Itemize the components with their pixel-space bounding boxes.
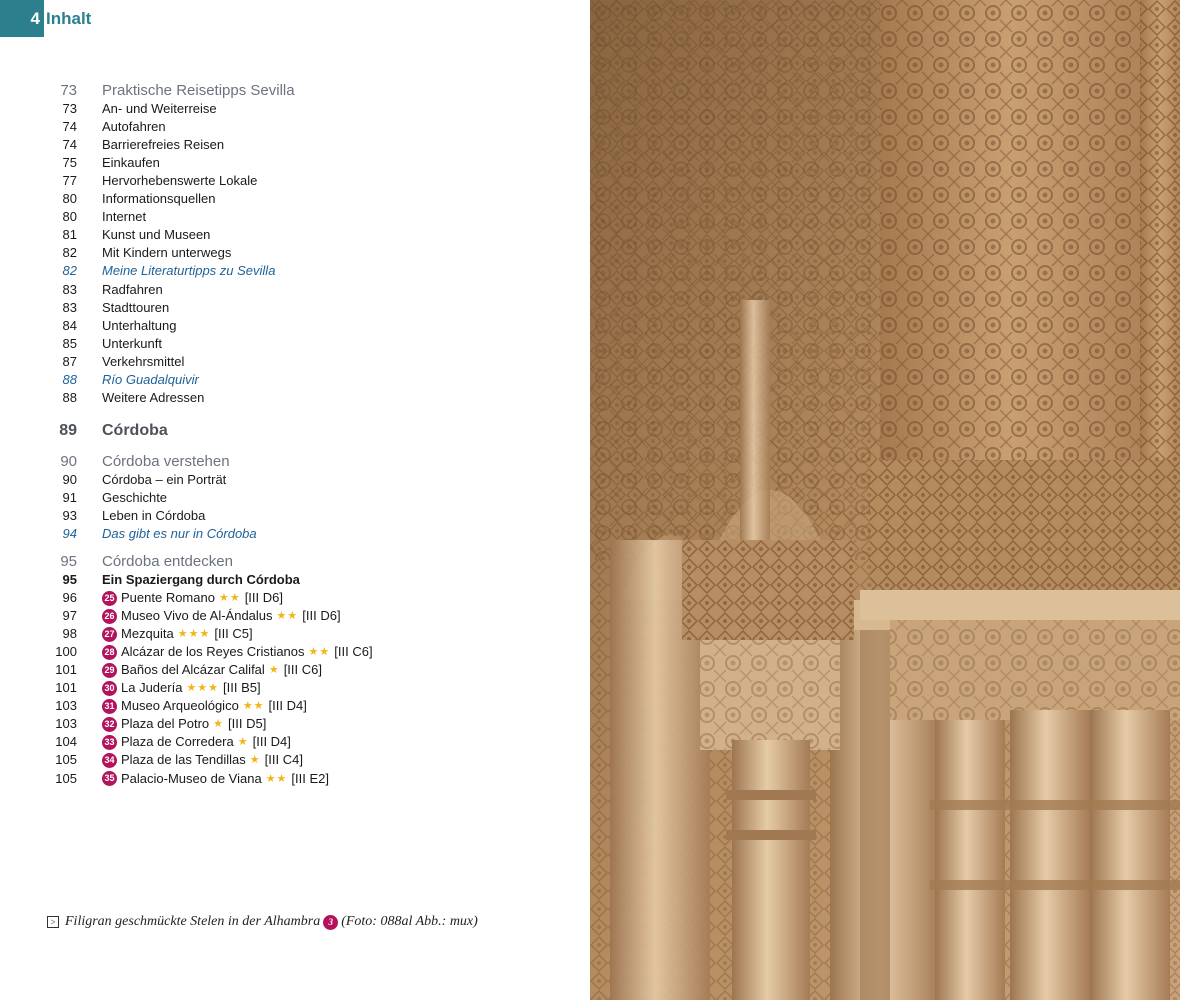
- toc-page-number: 100: [55, 644, 77, 660]
- toc-entry[interactable]: [0, 419, 560, 443]
- sight-number-badge: 29: [102, 663, 117, 678]
- toc-page-number: 77: [62, 173, 77, 189]
- toc-page-number: 83: [62, 281, 77, 297]
- rating-star-icon: ★: [249, 754, 261, 767]
- toc-label: [102, 589, 283, 607]
- toc-entry[interactable]: [0, 525, 560, 543]
- toc-page-number: 87: [62, 353, 77, 369]
- toc-entry[interactable]: [0, 751, 560, 769]
- toc-title: Ein Spaziergang durch Córdoba: [102, 571, 300, 587]
- sight-number-badge: 30: [102, 681, 117, 696]
- toc-title: Unterkunft: [102, 335, 162, 351]
- toc-label: [102, 172, 257, 190]
- toc-title: Geschichte: [102, 489, 168, 505]
- toc-label: [102, 419, 168, 443]
- toc-title: Córdoba: [102, 421, 168, 439]
- toc-page-number: 101: [55, 680, 77, 696]
- toc-page-number: 95: [60, 552, 77, 570]
- toc-page-number: 83: [62, 299, 77, 315]
- toc-page-number: 82: [62, 263, 77, 279]
- rating-star-icon: ★★: [265, 772, 288, 785]
- toc-title: Plaza de las Tendillas: [121, 752, 246, 768]
- toc-label: [102, 679, 261, 697]
- map-reference: [III D4]: [252, 734, 291, 750]
- toc-label: [102, 353, 184, 371]
- toc-entry[interactable]: [0, 335, 560, 353]
- toc-title: Leben in Córdoba: [102, 507, 206, 523]
- toc-entry[interactable]: [0, 661, 560, 679]
- toc-page-number: 73: [60, 82, 77, 99]
- toc-entry[interactable]: [0, 589, 560, 607]
- arrow-right-icon: >: [47, 916, 59, 928]
- toc-entry[interactable]: [0, 299, 560, 317]
- toc-title: Córdoba entdecken: [102, 552, 233, 570]
- toc-label: [102, 389, 204, 407]
- toc-title: Kunst und Museen: [102, 227, 211, 243]
- caption-text: Filigran geschmückte Stelen in der Alhambra: [65, 914, 321, 929]
- toc-page-number: 93: [62, 507, 77, 523]
- toc-label: [102, 244, 231, 262]
- toc-page-number: 98: [62, 626, 77, 642]
- toc-entry[interactable]: [0, 208, 560, 226]
- toc-page-number: 97: [62, 608, 77, 624]
- toc-label: [102, 551, 233, 573]
- toc-page-number: 103: [55, 716, 77, 732]
- toc-title: Radfahren: [102, 281, 163, 297]
- toc-page-number: 85: [62, 335, 77, 351]
- rating-star-icon: ★: [213, 718, 225, 731]
- toc-title: Plaza de Corredera: [121, 734, 234, 750]
- toc-entry[interactable]: [0, 244, 560, 262]
- rating-star-icon: ★★★: [186, 682, 220, 695]
- toc-page-number: 96: [62, 590, 77, 605]
- rating-star-icon: ★★★: [177, 628, 211, 641]
- toc-page-number: 90: [62, 471, 77, 487]
- map-reference: [III C6]: [334, 644, 373, 660]
- toc-page-number: 80: [62, 191, 77, 207]
- toc-title: Praktische Reisetipps Sevilla: [102, 82, 295, 99]
- toc-label: [102, 136, 224, 154]
- toc-title: Internet: [102, 209, 147, 225]
- toc-title: Plaza del Potro: [121, 716, 210, 732]
- toc-label: [102, 507, 205, 525]
- toc-page-number: 91: [62, 489, 77, 505]
- toc-title: Verkehrsmittel: [102, 353, 185, 369]
- toc-entry[interactable]: [0, 353, 560, 371]
- page-header: [0, 0, 91, 37]
- sight-number-badge: 31: [102, 699, 117, 714]
- toc-title: Meine Literaturtipps zu Sevilla: [102, 263, 276, 279]
- toc-page-number: 104: [55, 734, 77, 750]
- toc-title: Córdoba verstehen: [102, 452, 230, 470]
- caption-credit: (Foto: 088al Abb.: mux): [341, 914, 478, 929]
- rating-star-icon: ★: [237, 736, 249, 749]
- toc-label: [102, 317, 176, 335]
- toc-entry[interactable]: [0, 100, 560, 118]
- toc-title: Río Guadalquivir: [102, 371, 199, 387]
- toc-entry[interactable]: [0, 389, 560, 407]
- alhambra-columns-illustration: [590, 0, 1180, 1000]
- toc-title: Hervorhebenswerte Lokale: [102, 173, 258, 189]
- toc-entry[interactable]: [0, 118, 560, 136]
- toc-label: [102, 299, 169, 317]
- toc-title: Unterhaltung: [102, 317, 177, 333]
- map-reference: [III D6]: [244, 590, 283, 605]
- toc-title: Informationsquellen: [102, 191, 216, 207]
- toc-page-number: 73: [62, 101, 77, 116]
- toc-entry[interactable]: [0, 643, 560, 661]
- sight-number-badge: 35: [102, 771, 117, 786]
- toc-title: Weitere Adressen: [102, 389, 205, 405]
- page-number: 4: [0, 0, 44, 37]
- rating-star-icon: ★: [268, 664, 280, 677]
- alhambra-photo: [590, 0, 1180, 1000]
- map-reference: [III D4]: [268, 698, 307, 714]
- toc-entry[interactable]: [0, 190, 560, 208]
- toc-label: [102, 118, 166, 136]
- toc-entry[interactable]: [0, 172, 560, 190]
- caption-badge: 3: [323, 915, 338, 930]
- page-title: Inhalt: [46, 8, 92, 28]
- toc-page-number: 105: [55, 770, 77, 786]
- toc-title: Alcázar de los Reyes Cristianos: [121, 644, 305, 660]
- toc-label: [102, 643, 373, 661]
- map-reference: [III C4]: [264, 752, 303, 768]
- toc-label: [102, 100, 217, 118]
- toc-label: [102, 451, 230, 473]
- sight-number-badge: 34: [102, 753, 117, 768]
- toc-title: La Judería: [121, 680, 183, 696]
- toc-title: Mezquita: [121, 626, 174, 642]
- toc-page-number: 82: [62, 245, 77, 261]
- toc-title: An- und Weiterreise: [102, 101, 217, 116]
- toc-title: Córdoba – ein Porträt: [102, 471, 227, 487]
- map-reference: [III E2]: [291, 770, 329, 786]
- map-reference: [III C6]: [283, 662, 322, 678]
- toc-label: [102, 525, 257, 543]
- toc-label: [102, 208, 146, 226]
- toc-label: [102, 751, 303, 769]
- rating-star-icon: ★★: [218, 592, 241, 604]
- toc-label: [102, 770, 329, 788]
- toc-entry[interactable]: [0, 226, 560, 244]
- toc-title: Einkaufen: [102, 155, 160, 171]
- toc-page-number: 89: [59, 421, 77, 439]
- map-reference: [III D6]: [302, 608, 341, 624]
- sight-number-badge: 27: [102, 627, 117, 642]
- toc-label: [102, 571, 300, 589]
- toc-page-number: 81: [62, 227, 77, 243]
- toc-label: [102, 733, 291, 751]
- rating-star-icon: ★★: [308, 646, 331, 659]
- toc-entry[interactable]: [0, 80, 560, 102]
- map-reference: [III B5]: [223, 680, 261, 696]
- sight-number-badge: 28: [102, 645, 117, 660]
- toc-entry[interactable]: [0, 489, 560, 507]
- toc-title: Mit Kindern unterwegs: [102, 245, 232, 261]
- toc-page-number: 74: [62, 119, 77, 135]
- toc-title: Das gibt es nur in Córdoba: [102, 525, 257, 541]
- toc-page-number: 88: [62, 389, 77, 405]
- sight-number-badge: 33: [102, 735, 117, 750]
- toc-entry[interactable]: [0, 697, 560, 715]
- toc-entry[interactable]: [0, 507, 560, 525]
- sight-number-badge: 32: [102, 717, 117, 732]
- toc-page-number: 101: [55, 662, 77, 678]
- toc-entry[interactable]: [0, 154, 560, 172]
- toc-page-number: 84: [62, 317, 77, 333]
- toc-entry[interactable]: [0, 733, 560, 751]
- sight-number-badge: 26: [102, 609, 117, 624]
- toc-page-number: 80: [62, 209, 77, 225]
- toc-title: Museo Arqueológico: [121, 698, 239, 714]
- toc-label: [102, 625, 253, 643]
- toc-title: Barrierefreies Reisen: [102, 137, 225, 153]
- toc-page-number: 90: [60, 452, 77, 470]
- toc-label: [102, 226, 210, 244]
- toc-label: [102, 471, 226, 489]
- toc-title: Baños del Alcázar Califal: [121, 662, 265, 678]
- toc-label: [102, 80, 295, 102]
- toc-entry[interactable]: [0, 607, 560, 625]
- toc-entry[interactable]: [0, 136, 560, 154]
- toc-entry[interactable]: [0, 317, 560, 335]
- toc-label: [102, 697, 307, 715]
- toc-entry[interactable]: [0, 715, 560, 733]
- toc-entry[interactable]: [0, 625, 560, 643]
- toc-title: Museo Vivo de Al-Ándalus: [121, 608, 273, 624]
- toc-label: [102, 607, 341, 625]
- map-reference: [III D5]: [228, 716, 267, 732]
- toc-entry[interactable]: [0, 679, 560, 697]
- toc-label: [102, 335, 162, 353]
- toc-entry[interactable]: [0, 371, 560, 389]
- toc-entry[interactable]: [0, 571, 560, 589]
- toc-title: Autofahren: [102, 119, 166, 135]
- toc-page-number: 88: [62, 371, 77, 387]
- toc-page-number: 75: [62, 155, 77, 171]
- sight-number-badge: 25: [102, 591, 117, 606]
- toc-label: [102, 262, 275, 280]
- toc-title: Puente Romano: [121, 590, 215, 605]
- toc-page-number: 95: [62, 571, 77, 587]
- toc-label: [102, 281, 163, 299]
- toc-label: [102, 489, 167, 507]
- rating-star-icon: ★★: [276, 610, 299, 623]
- toc-label: [102, 715, 266, 733]
- toc-title: Palacio-Museo de Viana: [121, 770, 262, 786]
- toc-page-number: 94: [62, 525, 77, 541]
- toc-entry[interactable]: [0, 281, 560, 299]
- toc-entry[interactable]: [0, 262, 560, 280]
- toc-entry[interactable]: [0, 551, 560, 573]
- map-reference: [III C5]: [214, 626, 253, 642]
- toc-page-number: 103: [55, 698, 77, 714]
- toc-entry[interactable]: [0, 471, 560, 489]
- photo-caption: [47, 914, 478, 930]
- toc-title: Stadttouren: [102, 299, 170, 315]
- toc-label: [102, 371, 199, 389]
- toc-label: [102, 154, 160, 172]
- toc-page-number: 74: [62, 137, 77, 153]
- rating-star-icon: ★★: [242, 700, 265, 713]
- toc-label: [102, 190, 215, 208]
- toc-entry[interactable]: [0, 770, 560, 788]
- toc-page-number: 105: [55, 752, 77, 768]
- toc-entry[interactable]: [0, 451, 560, 473]
- toc-label: [102, 661, 322, 679]
